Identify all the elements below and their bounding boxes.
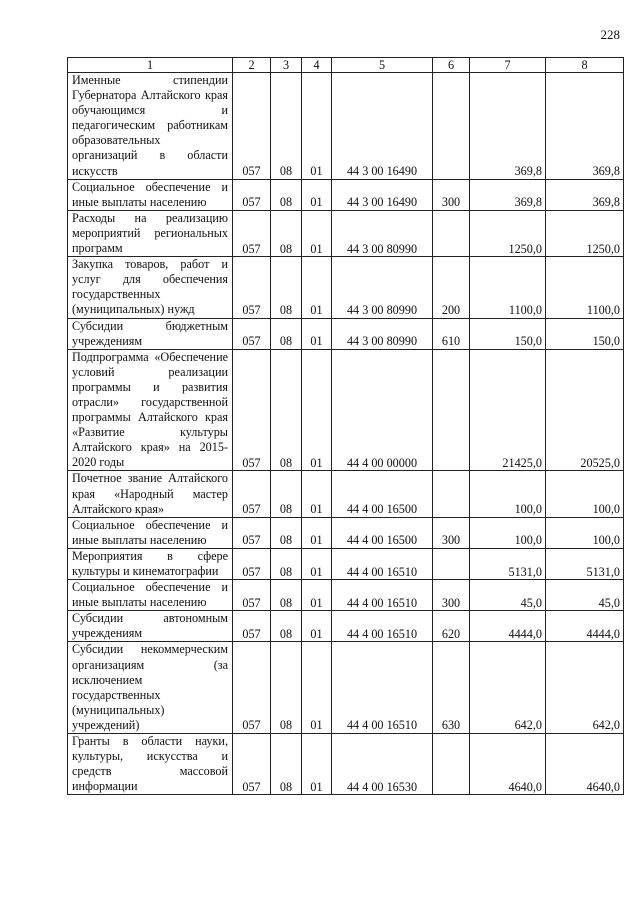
- row-target-article: 44 4 00 16510: [332, 611, 433, 642]
- row-admin-code: 057: [233, 611, 271, 642]
- row-name: Подпрограмма «Обеспечение условий реализации программы и развития отрасли» государственной программы Алтайского края «Развитие культуры Алтайского края» на 2015-2020 годы: [68, 349, 233, 471]
- row-name: Социальное обеспечение и иные выплаты населению: [68, 580, 233, 611]
- row-expense-type: 620: [433, 611, 470, 642]
- table-row: [68, 318, 624, 349]
- row-amount-year-1: 100,0: [470, 471, 546, 517]
- row-target-article: 44 3 00 80990: [332, 318, 433, 349]
- row-target-article: 44 3 00 16490: [332, 179, 433, 210]
- row-expense-type: [433, 548, 470, 579]
- row-subsection: 01: [302, 471, 332, 517]
- row-amount-year-1: 4444,0: [470, 611, 546, 642]
- page-number: 228: [600, 27, 620, 42]
- row-subsection: 01: [302, 179, 332, 210]
- column-header: 4: [302, 58, 332, 73]
- row-name: Субсидии некоммерческим организациям (за исключением государственных (муниципальных) учреждений): [68, 642, 233, 734]
- table-row: [68, 548, 624, 579]
- row-target-article: 44 4 00 16500: [332, 517, 433, 548]
- row-amount-year-2: 1250,0: [546, 210, 624, 256]
- row-expense-type: [433, 734, 470, 795]
- row-expense-type: 610: [433, 318, 470, 349]
- row-name: Субсидии автономным учреждениям: [68, 611, 233, 642]
- row-target-article: 44 4 00 16500: [332, 471, 433, 517]
- row-name: Расходы на реализацию мероприятий региональных программ: [68, 210, 233, 256]
- row-section: 08: [271, 548, 302, 579]
- row-name: Гранты в области науки, культуры, искусства и средств массовой информации: [68, 734, 233, 795]
- row-subsection: 01: [302, 318, 332, 349]
- row-amount-year-2: 369,8: [546, 73, 624, 180]
- row-amount-year-1: 100,0: [470, 517, 546, 548]
- row-amount-year-2: 100,0: [546, 517, 624, 548]
- row-section: 08: [271, 580, 302, 611]
- row-admin-code: 057: [233, 734, 271, 795]
- row-section: 08: [271, 73, 302, 180]
- row-section: 08: [271, 179, 302, 210]
- row-admin-code: 057: [233, 580, 271, 611]
- row-name: Мероприятия в сфере культуры и кинематографии: [68, 548, 233, 579]
- column-header: 6: [433, 58, 470, 73]
- table-row: [68, 349, 624, 471]
- row-amount-year-2: 100,0: [546, 471, 624, 517]
- row-subsection: 01: [302, 642, 332, 734]
- row-name: Субсидии бюджетным учреждениям: [68, 318, 233, 349]
- column-header: 5: [332, 58, 433, 73]
- row-expense-type: [433, 349, 470, 471]
- table-row: [68, 257, 624, 318]
- row-subsection: 01: [302, 210, 332, 256]
- row-amount-year-2: 1100,0: [546, 257, 624, 318]
- row-subsection: 01: [302, 580, 332, 611]
- row-amount-year-1: 1250,0: [470, 210, 546, 256]
- row-section: 08: [271, 318, 302, 349]
- row-name: Почетное звание Алтайского края «Народный мастер Алтайского края»: [68, 471, 233, 517]
- row-expense-type: 200: [433, 257, 470, 318]
- row-amount-year-2: 4444,0: [546, 611, 624, 642]
- row-admin-code: 057: [233, 257, 271, 318]
- row-section: 08: [271, 611, 302, 642]
- column-header-row: [68, 58, 624, 73]
- column-header: 3: [271, 58, 302, 73]
- row-target-article: 44 4 00 16510: [332, 642, 433, 734]
- row-admin-code: 057: [233, 349, 271, 471]
- row-amount-year-2: 369,8: [546, 179, 624, 210]
- row-section: 08: [271, 210, 302, 256]
- row-admin-code: 057: [233, 548, 271, 579]
- row-expense-type: 300: [433, 517, 470, 548]
- row-admin-code: 057: [233, 318, 271, 349]
- row-subsection: 01: [302, 734, 332, 795]
- row-target-article: 44 3 00 80990: [332, 257, 433, 318]
- row-admin-code: 057: [233, 642, 271, 734]
- row-target-article: 44 4 00 16510: [332, 548, 433, 579]
- row-subsection: 01: [302, 73, 332, 180]
- table-row: [68, 210, 624, 256]
- column-header: 8: [546, 58, 624, 73]
- table-row: [68, 471, 624, 517]
- row-subsection: 01: [302, 611, 332, 642]
- row-expense-type: 630: [433, 642, 470, 734]
- table-row: [68, 734, 624, 795]
- row-admin-code: 057: [233, 73, 271, 180]
- row-subsection: 01: [302, 548, 332, 579]
- row-expense-type: 300: [433, 179, 470, 210]
- row-section: 08: [271, 517, 302, 548]
- row-section: 08: [271, 257, 302, 318]
- column-header: 1: [68, 58, 233, 73]
- row-section: 08: [271, 734, 302, 795]
- column-header: 7: [470, 58, 546, 73]
- row-name: Социальное обеспечение и иные выплаты населению: [68, 517, 233, 548]
- row-name: Закупка товаров, работ и услуг для обеспечения государственных (муниципальных) нужд: [68, 257, 233, 318]
- row-expense-type: [433, 210, 470, 256]
- row-expense-type: [433, 471, 470, 517]
- row-name: Социальное обеспечение и иные выплаты населению: [68, 179, 233, 210]
- row-admin-code: 057: [233, 210, 271, 256]
- row-target-article: 44 4 00 16510: [332, 580, 433, 611]
- row-section: 08: [271, 642, 302, 734]
- row-target-article: 44 4 00 16530: [332, 734, 433, 795]
- row-amount-year-1: 369,8: [470, 73, 546, 180]
- row-amount-year-2: 45,0: [546, 580, 624, 611]
- row-amount-year-1: 642,0: [470, 642, 546, 734]
- column-header: 2: [233, 58, 271, 73]
- row-target-article: 44 3 00 80990: [332, 210, 433, 256]
- row-amount-year-2: 4640,0: [546, 734, 624, 795]
- row-expense-type: [433, 73, 470, 180]
- row-target-article: 44 4 00 00000: [332, 349, 433, 471]
- budget-table: [67, 57, 624, 795]
- row-amount-year-1: 45,0: [470, 580, 546, 611]
- row-amount-year-1: 369,8: [470, 179, 546, 210]
- row-amount-year-1: 150,0: [470, 318, 546, 349]
- row-amount-year-1: 5131,0: [470, 548, 546, 579]
- table-row: [68, 73, 624, 180]
- row-subsection: 01: [302, 349, 332, 471]
- row-subsection: 01: [302, 257, 332, 318]
- row-amount-year-2: 5131,0: [546, 548, 624, 579]
- table-row: [68, 580, 624, 611]
- row-section: 08: [271, 471, 302, 517]
- row-amount-year-2: 20525,0: [546, 349, 624, 471]
- row-admin-code: 057: [233, 179, 271, 210]
- table-row: [68, 642, 624, 734]
- row-subsection: 01: [302, 517, 332, 548]
- table-row: [68, 517, 624, 548]
- row-amount-year-2: 642,0: [546, 642, 624, 734]
- row-name: Именные стипендии Губернатора Алтайского края обучающимся и педагогическим работникам образовательных организаций в области искусств: [68, 73, 233, 180]
- row-amount-year-1: 21425,0: [470, 349, 546, 471]
- row-target-article: 44 3 00 16490: [332, 73, 433, 180]
- row-amount-year-1: 1100,0: [470, 257, 546, 318]
- table-row: [68, 179, 624, 210]
- row-expense-type: 300: [433, 580, 470, 611]
- row-admin-code: 057: [233, 471, 271, 517]
- row-section: 08: [271, 349, 302, 471]
- row-amount-year-2: 150,0: [546, 318, 624, 349]
- row-admin-code: 057: [233, 517, 271, 548]
- row-amount-year-1: 4640,0: [470, 734, 546, 795]
- table-row: [68, 611, 624, 642]
